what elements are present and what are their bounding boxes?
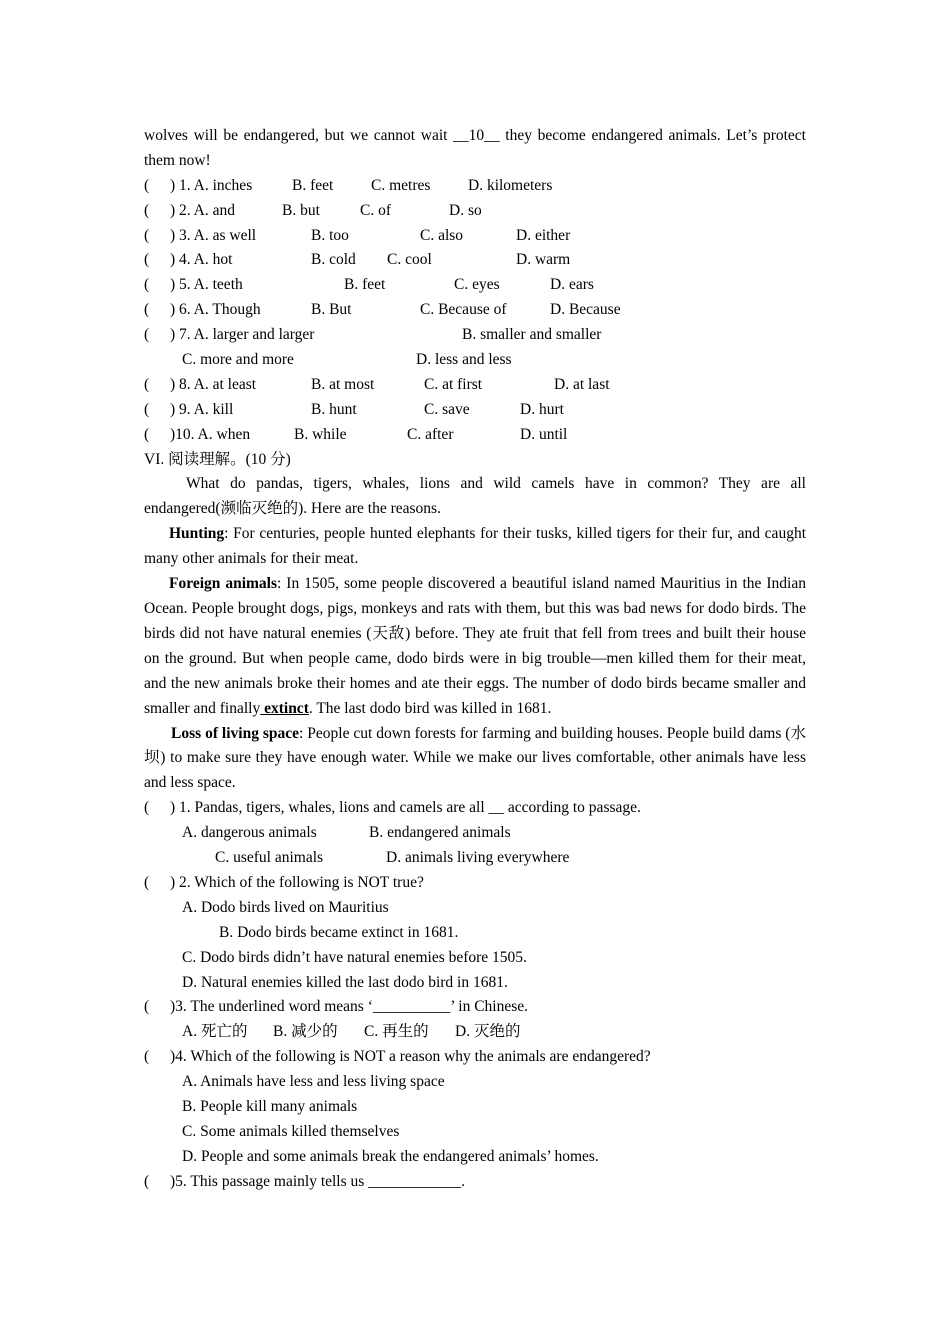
answer-paren: ( [144,1048,150,1066]
option-c: C. eyes [454,276,500,294]
option-b: B. at most [311,375,375,393]
option-d: D. Because [550,301,621,319]
option-a: A. dangerous animals [182,824,317,842]
question-2-option [144,921,806,946]
answer-paren: ( [144,301,150,319]
option-a: ) 2. A. and [170,201,236,219]
option-a: ) 8. A. at least [170,375,257,393]
option-a: ) 5. A. teeth [170,276,243,294]
option-c: C. 再生的 [364,1023,429,1041]
cloze-item [144,373,806,398]
cloze-blank-10: __10__ [453,127,500,144]
option-c: C. metres [371,176,431,194]
option-b: B. cold [311,251,356,269]
option-b: B. endangered animals [369,824,511,842]
question-1 [144,796,806,821]
option-a: ) 7. A. larger and larger [170,326,315,344]
option-b: B. smaller and smaller [462,326,602,344]
option-c: C. Because of [420,301,507,319]
option-b: B. feet [292,176,334,194]
option-b: B. but [282,201,320,219]
cloze-item [144,423,806,448]
answer-paren: ( [144,400,150,418]
passage-foreign-animals [144,572,806,721]
answer-paren: ( [144,799,150,817]
underlined-word-extinct: extinct [260,699,309,717]
foreign-animals-text: : In 1505, some people discovered a beautiful island named Mauritius in the Indian Ocean. People brought dogs, pigs, monkeys and rats with them, but this was bad news for dodo birds. The birds did not have natural enemies (天敌) before. They ate fruit that fell from trees and built their house on the ground. But when people came, dodo birds were in big trouble—men killed them for their meat, and the new animals broke their homes and ate their eggs. The number of dodo birds became smaller and smaller and finally [144,575,806,717]
passage-loss-of-space [144,722,806,797]
option-c: C. after [407,425,454,443]
option-d: D. warm [516,251,571,269]
option-d: D. 灭绝的 [455,1023,521,1041]
option-b: B. But [311,301,352,319]
option-b: B. Dodo birds became extinct in 1681. [219,923,459,941]
question-2-option [144,971,806,996]
question-4-option [144,1095,806,1120]
foreign-animals-ending: . The last dodo bird was killed in 1681. [308,699,552,717]
option-d: D. People and some animals break the endangered animals’ homes. [182,1147,599,1165]
option-d: D. less and less [416,351,512,369]
loss-of-space-heading: Loss of living space [171,724,300,742]
option-d: D. Natural enemies killed the last dodo bird in 1681. [182,973,508,991]
reading-passage [144,472,806,796]
answer-paren: ( [144,326,150,344]
foreign-animals-heading: Foreign animals [169,575,278,593]
loss-of-space-text: : People cut down forests for farming and building houses. People build dams (水坝) to make sure they have enough water. While we make our lives comfortable, other animals have less and less space. [144,724,806,792]
question-4 [144,1045,806,1070]
option-d: D. hurt [520,400,564,418]
answer-paren: ( [144,251,150,269]
question-4-option [144,1120,806,1145]
answer-paren: ( [144,1172,150,1190]
section-title: VI. 阅读理解。(10 分) [144,450,291,468]
question-2-option [144,896,806,921]
option-a: A. Animals have less and less living space [182,1073,445,1091]
option-b: B. while [294,425,347,443]
passage-hunting [144,522,806,572]
hunting-text: : For centuries, people hunted elephants for their tusks, killed tigers for their fur, and caught many other animals for their meat. [144,525,806,568]
question-stem: )3. The underlined word means ‘__________’ in Chinese. [170,998,529,1016]
question-stem: )4. Which of the following is NOT a reason why the animals are endangered? [170,1048,651,1066]
answer-paren: ( [144,176,150,194]
option-d: D. animals living everywhere [386,849,570,867]
question-1-options [144,821,806,846]
answer-paren: ( [144,873,150,891]
question-2 [144,871,806,896]
option-a: ) 4. A. hot [170,251,233,269]
question-4-option [144,1145,806,1170]
cloze-item [144,298,806,323]
option-a: ) 9. A. kill [170,400,234,418]
exam-page [144,124,806,1195]
cloze-item [144,248,806,273]
option-b: B. feet [344,276,386,294]
option-c: C. cool [387,251,432,269]
option-c: C. also [420,226,464,244]
option-a: ) 1. A. inches [170,176,253,194]
cloze-item [144,224,806,249]
option-b: B. 减少的 [273,1023,338,1041]
option-b: B. hunt [311,400,357,418]
question-3 [144,995,806,1020]
option-c: C. Some animals killed themselves [182,1122,400,1140]
option-a: A. 死亡的 [182,1023,248,1041]
option-d: D. kilometers [468,176,553,194]
answer-paren: ( [144,276,150,294]
option-c: C. save [424,400,470,418]
hunting-heading: Hunting [169,525,225,543]
answer-paren: ( [144,375,150,393]
question-2-option [144,946,806,971]
option-c: C. at first [424,375,483,393]
cloze-item [144,323,806,348]
question-stem: )5. This passage mainly tells us ____________. [170,1172,466,1190]
answer-paren: ( [144,998,150,1016]
cloze-text-after: they become endangered animals. Let’s protect them now! [144,127,806,169]
cloze-passage-ending [144,124,806,174]
option-a: ) 6. A. Though [170,301,261,319]
question-4-option [144,1070,806,1095]
answer-paren: ( [144,226,150,244]
option-a: A. Dodo birds lived on Mauritius [182,898,389,916]
option-c: C. Dodo birds didn’t have natural enemies before 1505. [182,948,527,966]
option-a: )10. A. when [170,425,251,443]
cloze-text-before: wolves will be endangered, but we cannot wait [144,127,454,144]
option-d: D. either [516,226,571,244]
answer-paren: ( [144,201,150,219]
answer-paren: ( [144,425,150,443]
option-d: D. until [520,425,568,443]
option-c: C. more and more [182,351,294,369]
question-stem: ) 2. Which of the following is NOT true? [170,873,424,891]
cloze-item [144,273,806,298]
option-c: C. of [360,201,391,219]
question-1-options [144,846,806,871]
question-3-options [144,1020,806,1045]
option-d: D. so [449,201,482,219]
option-d: D. ears [550,276,594,294]
passage-intro: What do pandas, tigers, whales, lions and wild camels have in common? They are all endangered(濒临灭绝的). Here are the reasons. [144,475,806,518]
option-a: ) 3. A. as well [170,226,257,244]
option-b: B. People kill many animals [182,1097,358,1115]
question-stem: ) 1. Pandas, tigers, whales, lions and camels are all __ according to passage. [170,799,641,817]
cloze-item [144,398,806,423]
option-c: C. useful animals [215,849,324,867]
option-b: B. too [311,226,349,244]
question-5 [144,1170,806,1195]
cloze-item [144,174,806,199]
cloze-item-continued [144,348,806,373]
cloze-item [144,199,806,224]
option-d: D. at last [554,375,610,393]
